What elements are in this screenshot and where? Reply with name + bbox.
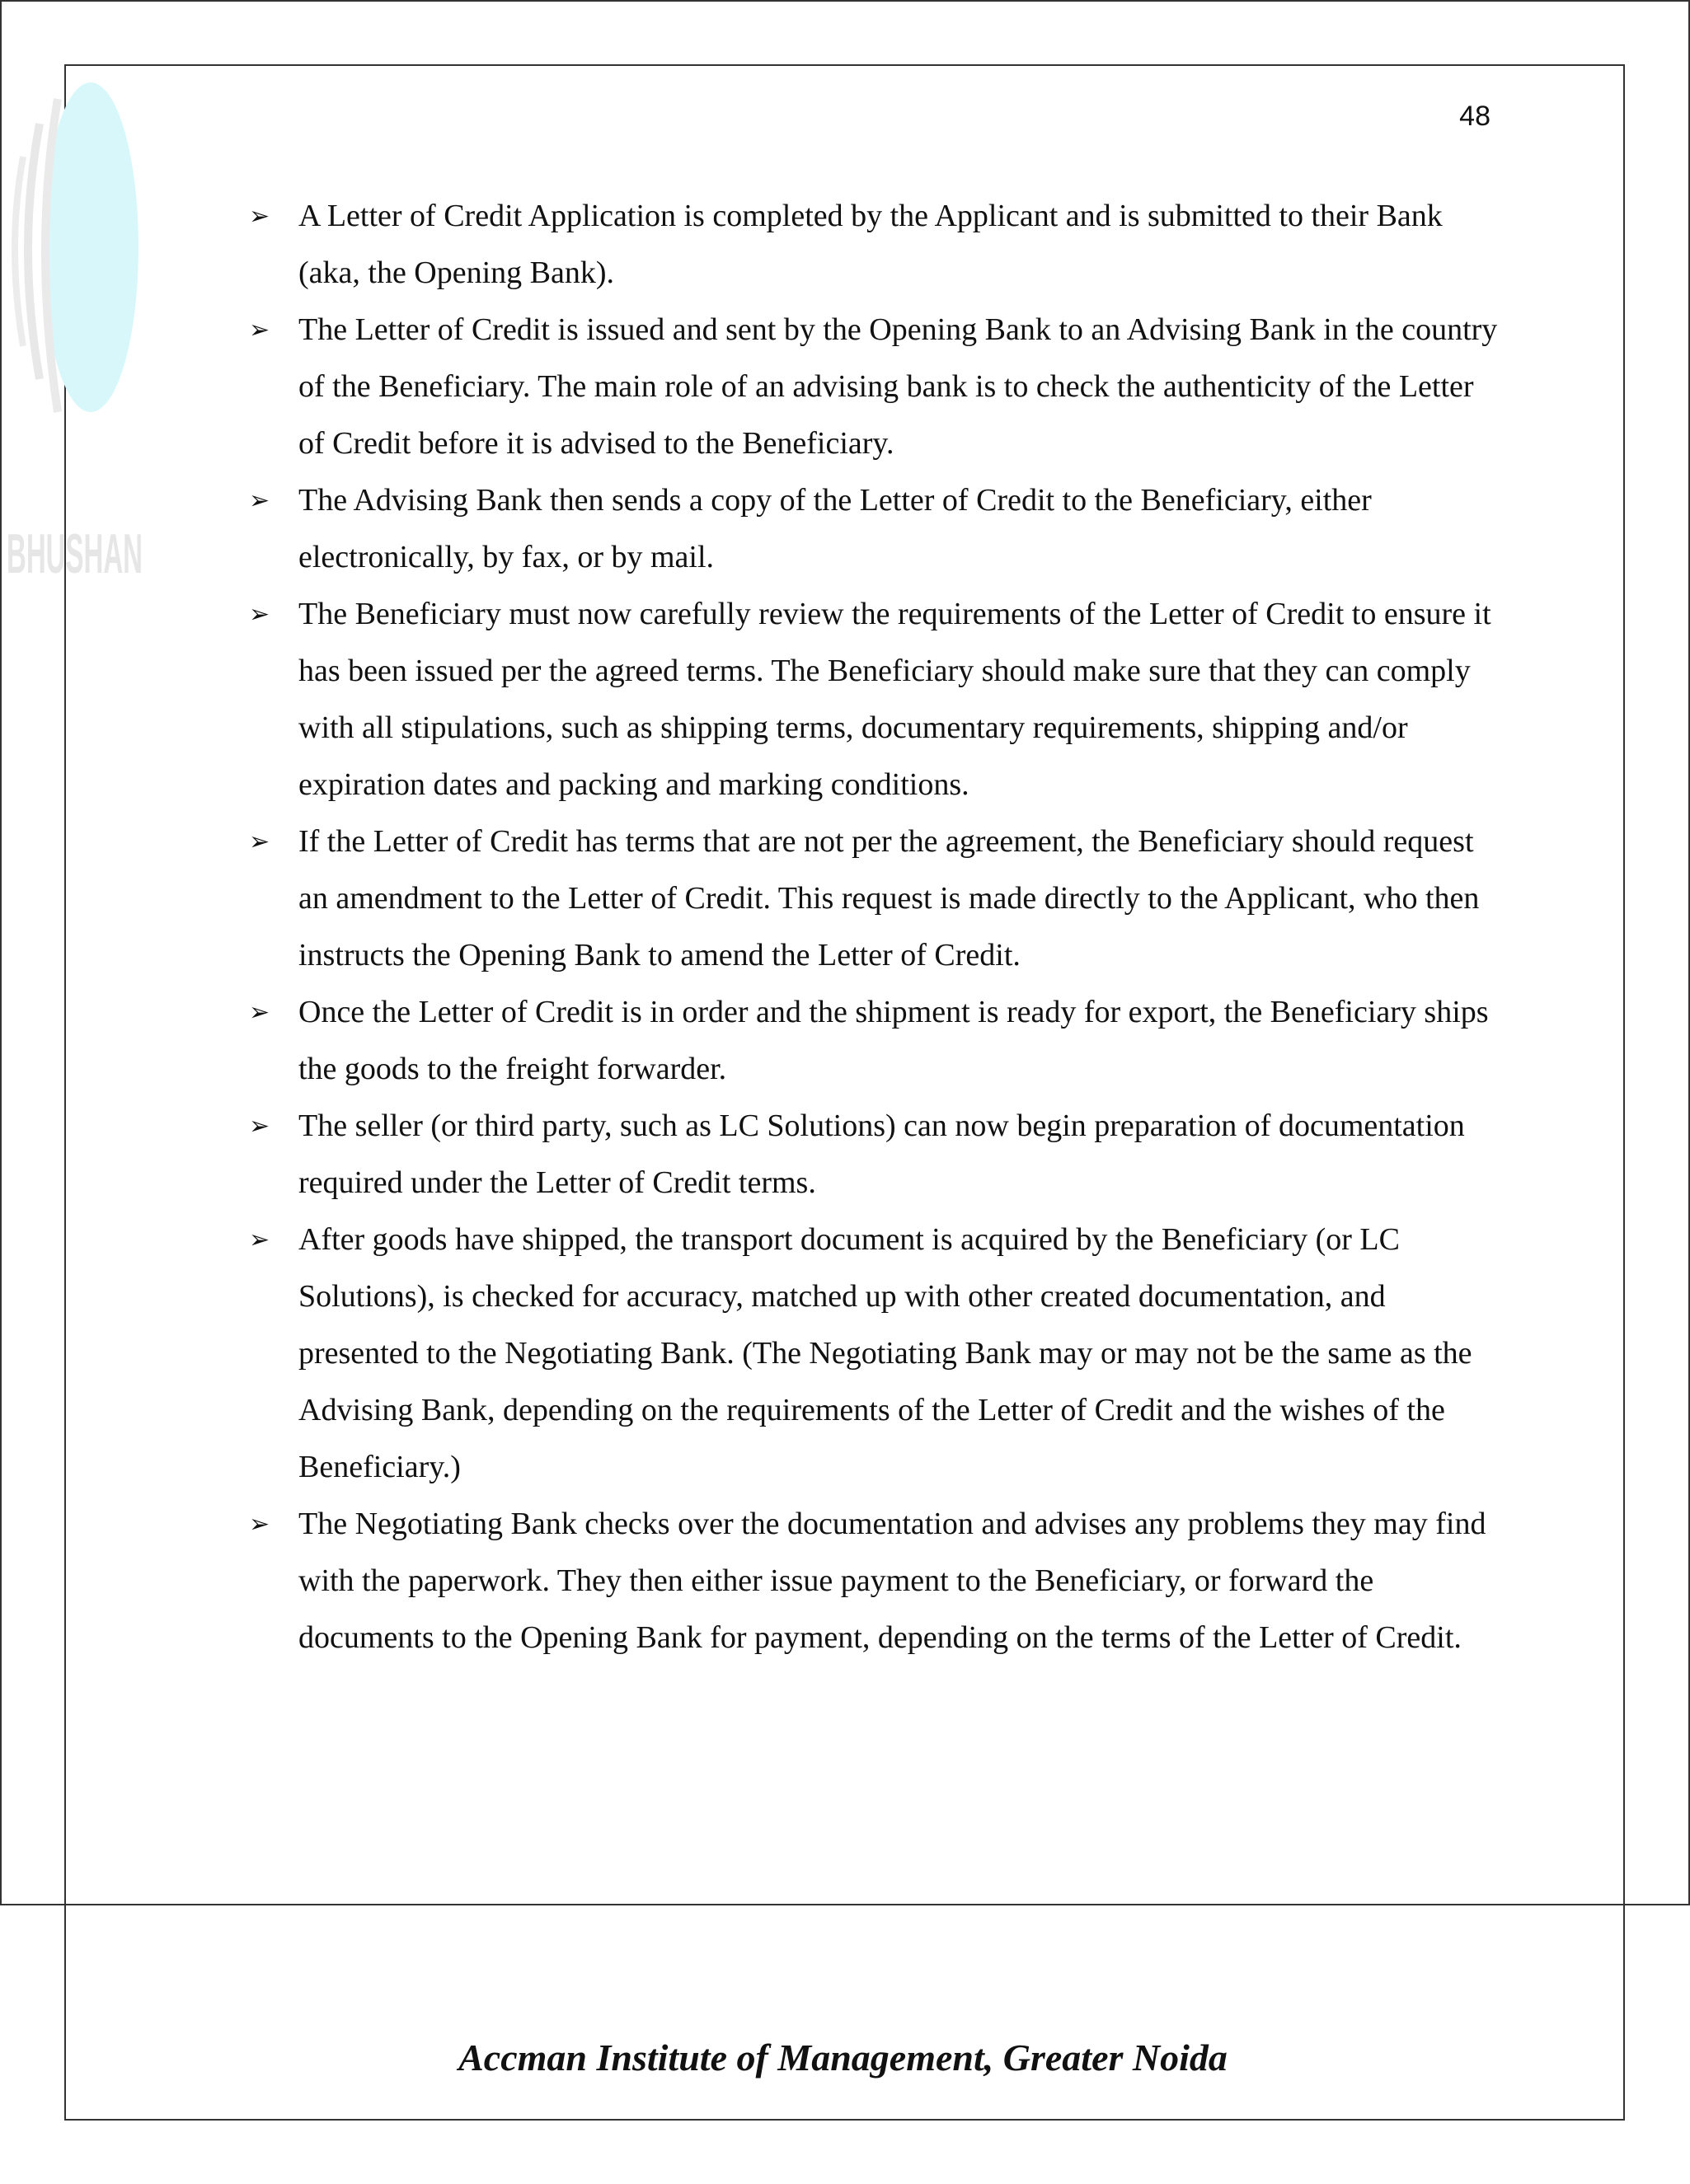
- arrow-bullet-icon: ➢: [249, 998, 270, 1027]
- bhushan-watermark-logo: [0, 33, 198, 593]
- arrow-bullet-icon: ➢: [249, 202, 270, 231]
- footer-institution-name: Accman Institute of Management, Greater Noida: [458, 2036, 1228, 2079]
- bullet-text: The Advising Bank then sends a copy of the Letter of Credit to the Beneficiary, either electronically, by fax, or by mail.: [298, 483, 1372, 574]
- bullet-item: [247, 984, 1500, 1098]
- bullet-item: [247, 1496, 1500, 1666]
- bullet-item: [247, 472, 1500, 586]
- arrow-bullet-icon: ➢: [249, 1226, 270, 1254]
- bullet-text: After goods have shipped, the transport document is acquired by the Beneficiary (or LC Solutions), is checked for accuracy, matched up with other created documentation, and presented to the Negotiating Bank. (The Negotiating Bank may or may not be the same as the Advising Bank, depending on the requirements of the Letter of Credit and the wishes of the Beneficiary.): [298, 1222, 1472, 1484]
- arrow-bullet-icon: ➢: [249, 600, 270, 629]
- bullet-text: The seller (or third party, such as LC Solutions) can now begin preparation of documentation required under the Letter of Credit terms.: [298, 1108, 1465, 1200]
- bullet-item: [247, 813, 1500, 984]
- bullet-text: If the Letter of Credit has terms that are not per the agreement, the Beneficiary should request an amendment to the Letter of Credit. This request is made directly to the Applicant, who then instructs the Opening Bank to amend the Letter of Credit.: [298, 824, 1480, 972]
- bullet-text: The Negotiating Bank checks over the documentation and advises any problems they may find with the paperwork. They then either issue payment to the Beneficiary, or forward the documents to the Opening Bank for payment, depending on the terms of the Letter of Credit.: [298, 1507, 1486, 1655]
- bullet-item: [247, 1212, 1500, 1496]
- arrow-bullet-icon: ➢: [249, 827, 270, 856]
- arrow-bullet-icon: ➢: [249, 1510, 270, 1539]
- bullet-text: The Beneficiary must now carefully review the requirements of the Letter of Credit to ensure it has been issued per the agreed terms. The Beneficiary should make sure that they can comply with all stipulations, such as shipping terms, documentary requirements, shipping and/or expiration dates and packing and marking conditions.: [298, 597, 1491, 802]
- bullet-text: The Letter of Credit is issued and sent by the Opening Bank to an Advising Bank in the country of the Beneficiary. The main role of an advising bank is to check the authenticity of the Letter of Credit before it is advised to the Beneficiary.: [298, 312, 1498, 461]
- arrow-bullet-icon: ➢: [249, 486, 270, 515]
- bullet-list: [247, 188, 1500, 1666]
- bullet-item: [247, 1098, 1500, 1212]
- arrow-bullet-icon: ➢: [249, 1112, 270, 1141]
- bullet-text: A Letter of Credit Application is completed by the Applicant and is submitted to their Bank (aka, the Opening Bank).: [298, 199, 1443, 290]
- document-body: [247, 188, 1500, 1666]
- bullet-item: [247, 302, 1500, 472]
- bullet-text: Once the Letter of Credit is in order and the shipment is ready for export, the Beneficiary ships the goods to the freight forwarder.: [298, 995, 1489, 1086]
- arrow-bullet-icon: ➢: [249, 316, 270, 344]
- bullet-item: [247, 188, 1500, 302]
- bullet-item: [247, 586, 1500, 813]
- page-number: 48: [1459, 101, 1490, 132]
- svg-text:BHUSHAN: BHUSHAN: [7, 523, 143, 585]
